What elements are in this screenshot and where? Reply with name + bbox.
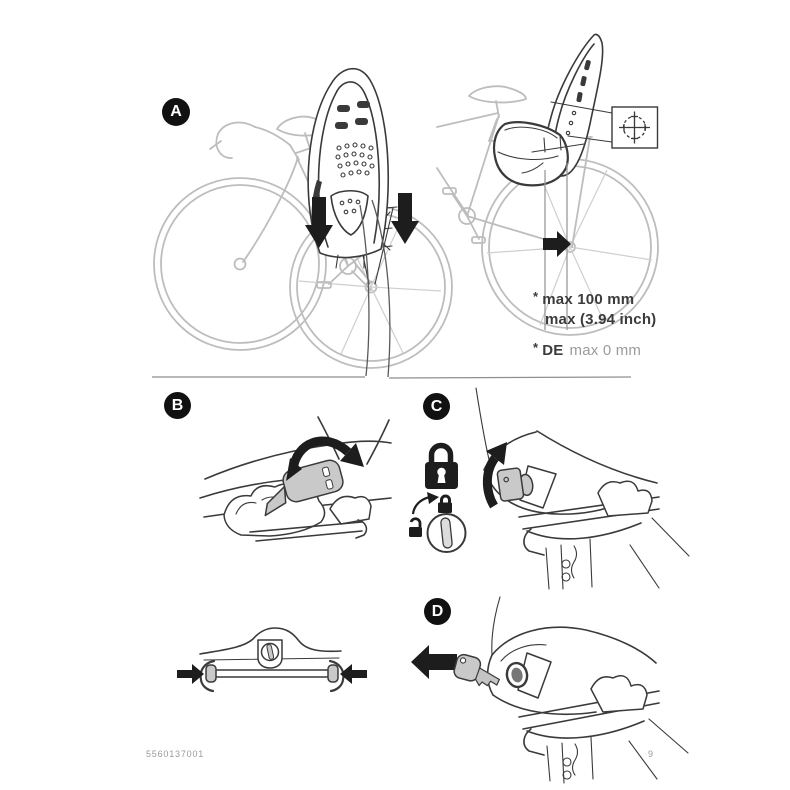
- step-badge-d: D: [424, 598, 451, 625]
- de-note: [533, 341, 641, 361]
- rotate-to-lock-arrow-icon: [413, 492, 439, 514]
- inward-arrow-icon: [177, 664, 204, 684]
- key-removal-illustration: [411, 597, 688, 783]
- de-label: DE: [542, 342, 564, 359]
- de-value: max 0 mm: [569, 342, 642, 359]
- lock-cylinder-dial-icon: [409, 492, 466, 552]
- page-number: 9: [648, 749, 654, 759]
- padlock-mini-open-icon: [409, 519, 422, 537]
- asterisk: *: [533, 340, 539, 355]
- padlock-mini-closed-icon: [438, 496, 452, 513]
- key-icon: [452, 653, 503, 690]
- document-part-number: 5560137001: [146, 749, 205, 759]
- step-badge-b: B: [164, 392, 191, 419]
- inward-arrow-icon: [340, 664, 367, 684]
- padlock-closed-icon: [425, 446, 458, 490]
- asterisk: *: [533, 289, 539, 304]
- clamp-rod: [214, 670, 330, 677]
- clamp-cross-section-illustration: [177, 628, 367, 691]
- clamp-knob-illustration: [200, 417, 391, 541]
- measurement-line-mm: [533, 290, 656, 310]
- bicycle-illustration-left: [154, 117, 452, 368]
- divider-line: [389, 377, 631, 378]
- step-badge-a: A: [162, 98, 190, 126]
- left-arrow-icon: [411, 645, 457, 679]
- max-mm-text: max 100 mm: [542, 291, 635, 308]
- measurement-note: [533, 290, 656, 330]
- measurement-line-inch: max (3.94 inch): [545, 311, 657, 328]
- seat-lock-illustration: [476, 388, 689, 589]
- step-badge-c: C: [423, 393, 450, 420]
